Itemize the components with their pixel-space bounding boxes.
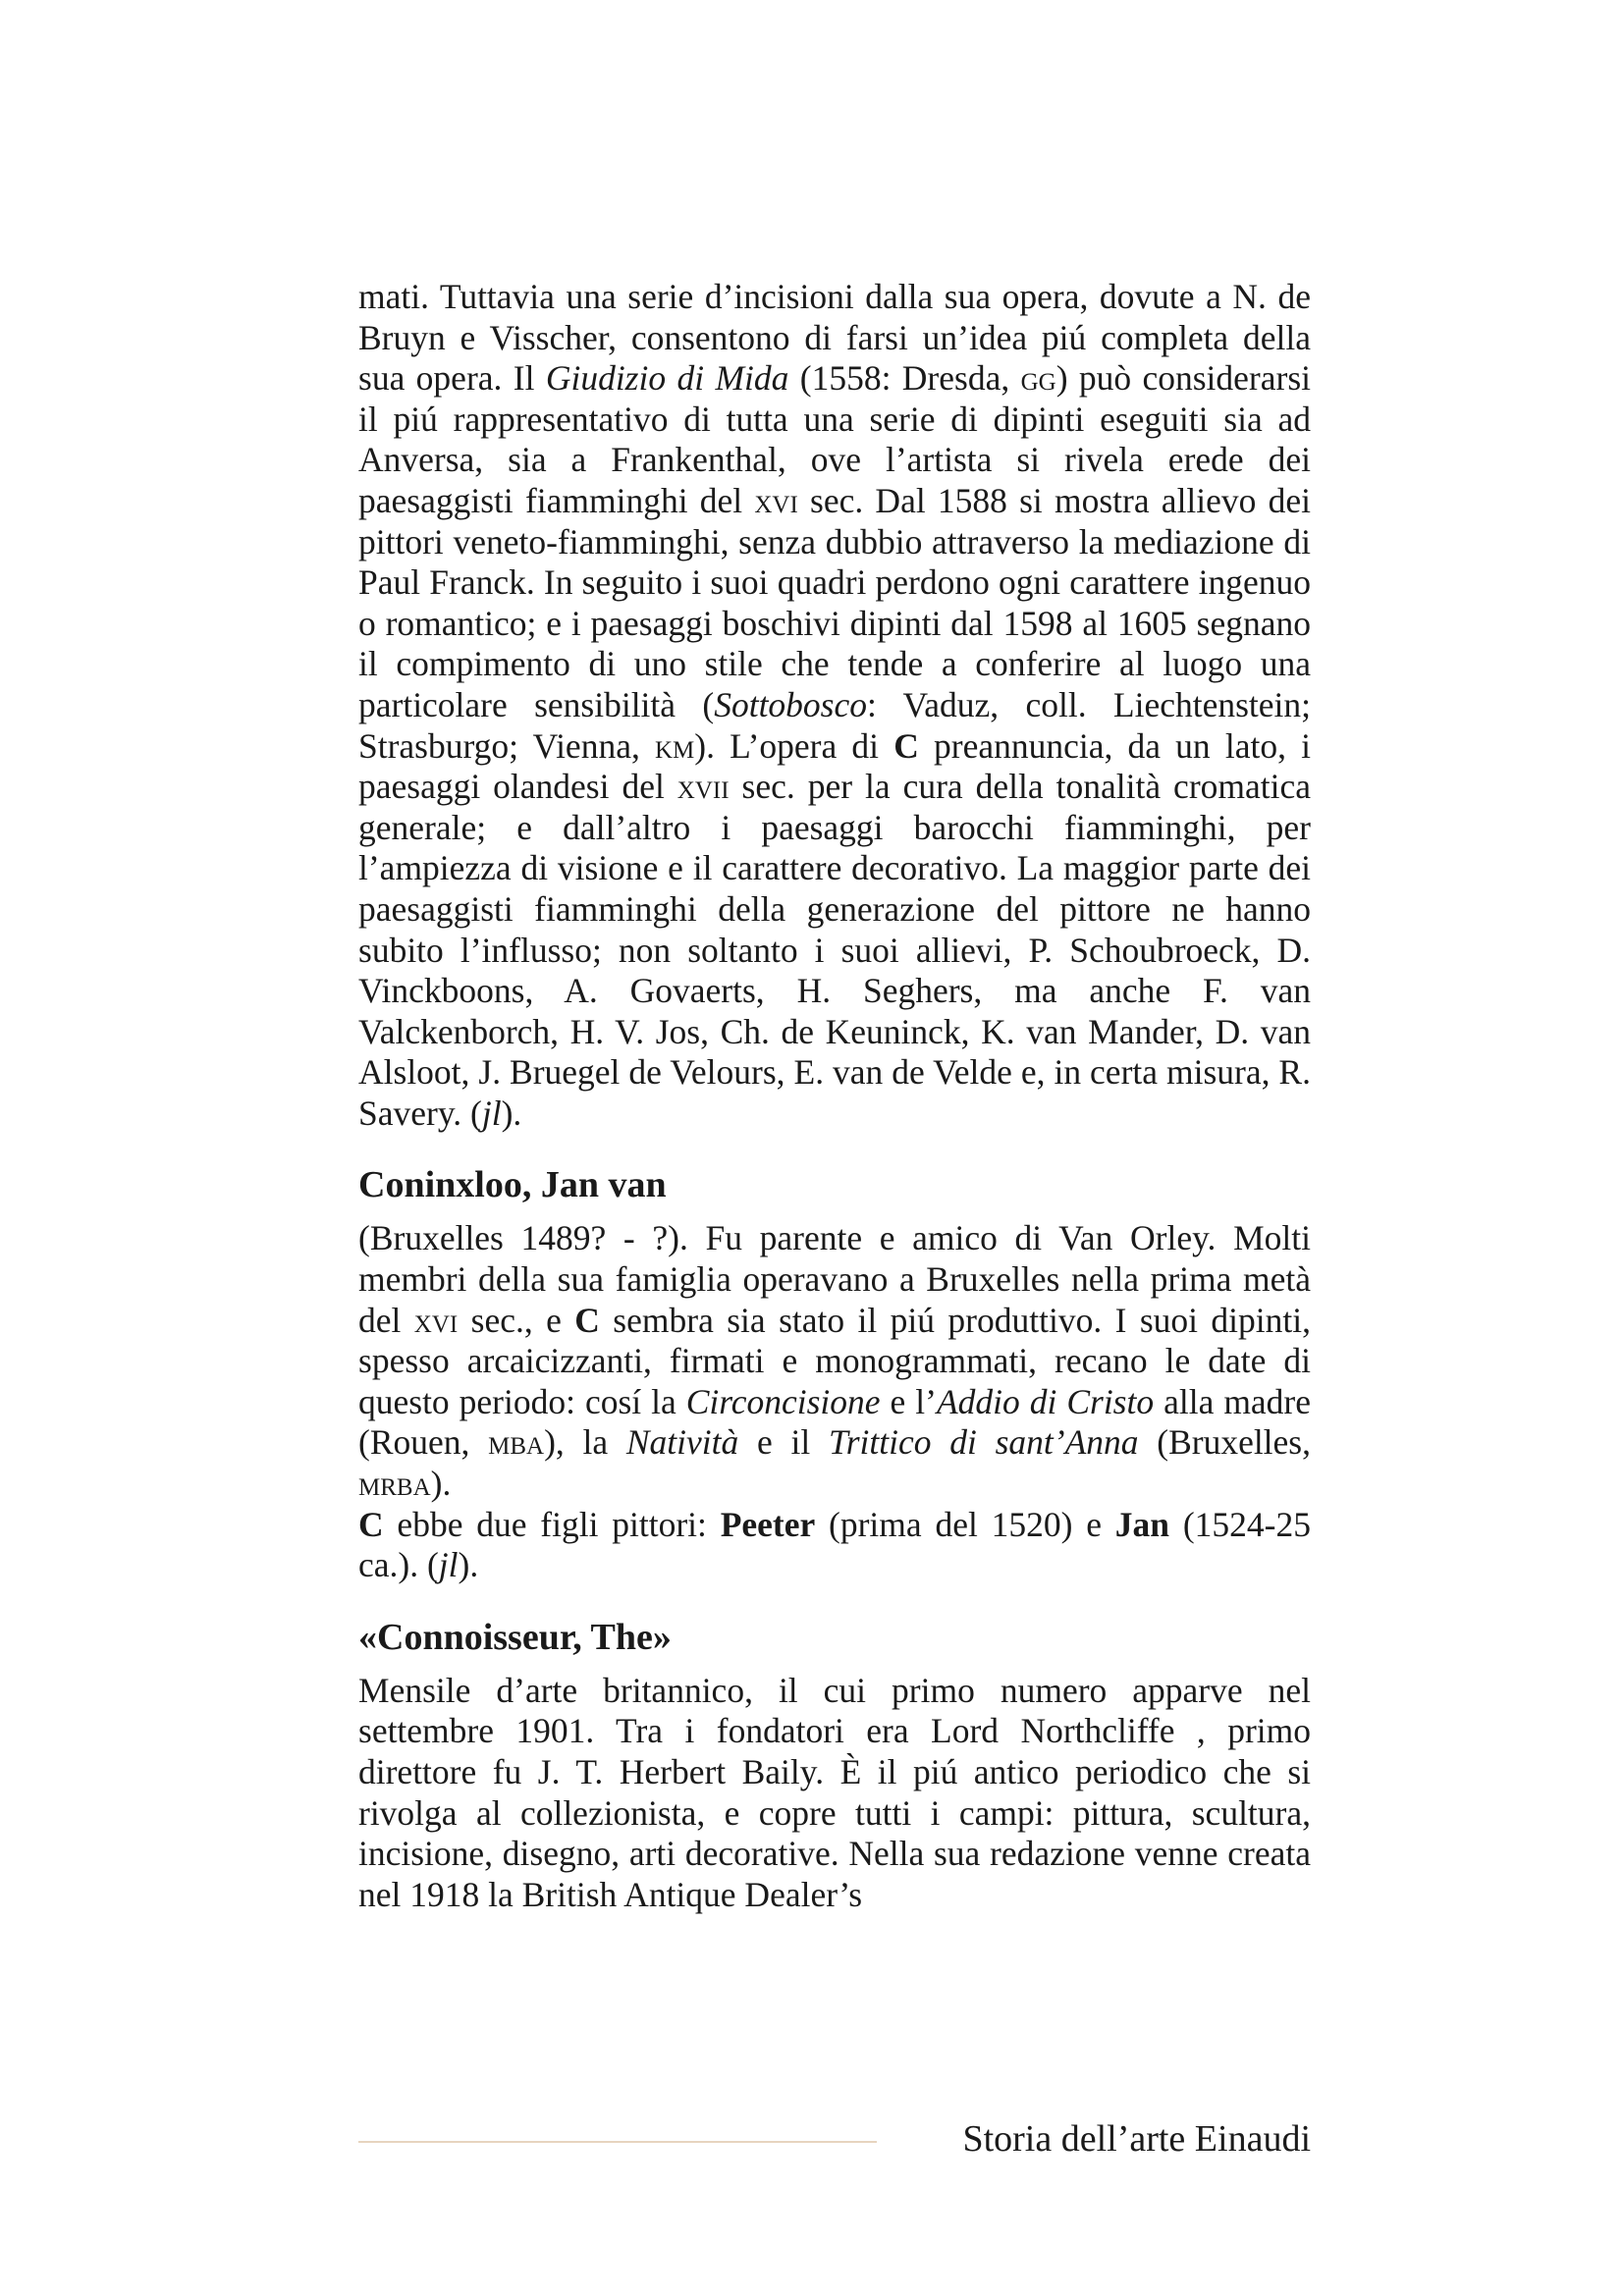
- text-run: (Bruxelles 1489? - ?). Fu parente e amico di Van Orley. Molti membri della sua famiglia operavano a Bruxelles nella prima metà del: [358, 1218, 1311, 1340]
- text-run: ). L’opera di: [694, 725, 894, 766]
- text-run: Natività: [625, 1422, 739, 1463]
- text-run: sec. Dal 1588 si mostra allievo dei pittori veneto-fiamminghi, senza dubbio attraverso la mediazione di Paul Franck. In seguito i suoi quadri perdono ogni carattere ingenuo o romantico; e i paesaggi boschivi dipinti dal 1598 al 1605 segnano il compimento di uno stile che tende a conferire al luogo una particolare sensibilità (: [358, 480, 1311, 724]
- text-run: Mensile d’arte britannico, il cui primo numero apparve nel settembre 1901. Tra i fondatori era Lord Northcliffe , primo direttore fu J. T. Herbert Baily. È il piú antico periodico che si rivolga al collezionista, e copre tutti i campi: pittura, scultura, incisione, disegno, arti decorative. Nella sua redazione venne creata nel 1918 la British Antique Dealer’s: [358, 1670, 1311, 1914]
- entry-continuation-body: [358, 277, 1311, 1134]
- text-run: Jan: [1114, 1504, 1170, 1544]
- text-run: C: [893, 725, 919, 766]
- text-run: jl: [438, 1545, 459, 1585]
- text-run: gg: [1020, 358, 1056, 399]
- text-run: (prima del 1520) e: [815, 1504, 1115, 1544]
- text-run: ).: [501, 1093, 522, 1133]
- footer-publication-title: Storia dell’arte Einaudi: [962, 2118, 1311, 2160]
- text-run: C: [574, 1300, 600, 1340]
- text-run: ), la: [544, 1422, 626, 1463]
- text-run: alla madre (Rouen,: [358, 1381, 1312, 1463]
- text-run: xvii: [676, 767, 730, 807]
- text-run: (Bruxelles,: [1138, 1422, 1311, 1463]
- entry-title-connoisseur: «Connoisseur, The»: [358, 1616, 672, 1658]
- text-run: (1558: Dresda,: [788, 358, 1021, 399]
- text-run: km: [655, 725, 695, 766]
- text-run: Circoncisione: [685, 1381, 881, 1421]
- text-run: sec. per la cura della tonalità cromatica generale; e dall’altro i paesaggi barocchi fiamminghi, per l’ampiezza di visione e il carattere decorativo. La maggior parte dei paesaggisti fiamminghi della generazione del pittore ne hanno subito l’influsso; non soltanto i suoi allievi, P. Schoubroeck, D. Vinckboons, A. Govaerts, H. Seghers, ma anche F. van Valckenborch, H. V. Jos, Ch. de Keuninck, K. van Mander, D. van Alsloot, J. Bruegel de Velours, E. van de Velde e, in certa misura, R. Savery. (: [358, 767, 1311, 1133]
- text-run: sembra sia stato il piú produttivo. I suoi dipinti, spesso arcaicizzanti, firmati e monogrammati, recano le date di questo periodo: cosí la: [358, 1300, 1311, 1421]
- entry-connoisseur-body: [358, 1671, 1311, 1916]
- entry-coninxloo-body-2: [358, 1505, 1311, 1586]
- text-run: Peeter: [720, 1504, 816, 1544]
- text-run: ).: [430, 1464, 452, 1504]
- page-content: [358, 277, 1311, 1915]
- text-run: mrba: [358, 1464, 431, 1504]
- text-run: Trittico di sant’Anna: [828, 1422, 1139, 1463]
- text-run: ) può considerarsi il piú rappresentativo di tutta una serie di dipinti eseguiti sia ad Anversa, sia a Frankenthal, ove l’artista si rivela erede dei paesaggisti fiamminghi del: [358, 358, 1312, 520]
- text-run: Addio di Cristo: [936, 1381, 1155, 1421]
- text-run: xvi: [413, 1300, 459, 1340]
- text-run: : Vaduz, coll. Liechtenstein; Strasburgo; Vienna,: [358, 684, 1312, 766]
- footer-rule: [358, 2141, 877, 2143]
- text-run: mba: [488, 1422, 545, 1463]
- text-run: mati. Tuttavia una serie d’incisioni dalla sua opera, dovute a N. de Bruyn e Visscher, consentono di farsi un’idea piú completa della sua opera. Il: [358, 277, 1311, 399]
- text-run: sec., e: [458, 1300, 575, 1340]
- text-run: e il: [738, 1422, 829, 1463]
- entry-title-coninxloo: Coninxloo, Jan van: [358, 1164, 667, 1206]
- text-run: jl: [481, 1093, 502, 1133]
- text-run: xvi: [754, 480, 798, 520]
- text-run: ebbe due figli pittori:: [383, 1504, 721, 1544]
- text-run: ).: [458, 1545, 479, 1585]
- text-run: e l’: [880, 1381, 937, 1421]
- text-run: Sottobosco: [714, 684, 868, 724]
- text-run: C: [358, 1504, 384, 1544]
- text-run: preannuncia, da un lato, i paesaggi olandesi del: [358, 725, 1311, 807]
- text-run: Giudizio di Mida: [545, 358, 789, 399]
- entry-coninxloo-body: [358, 1218, 1311, 1504]
- text-run: (1524-25 ca.). (: [358, 1504, 1311, 1585]
